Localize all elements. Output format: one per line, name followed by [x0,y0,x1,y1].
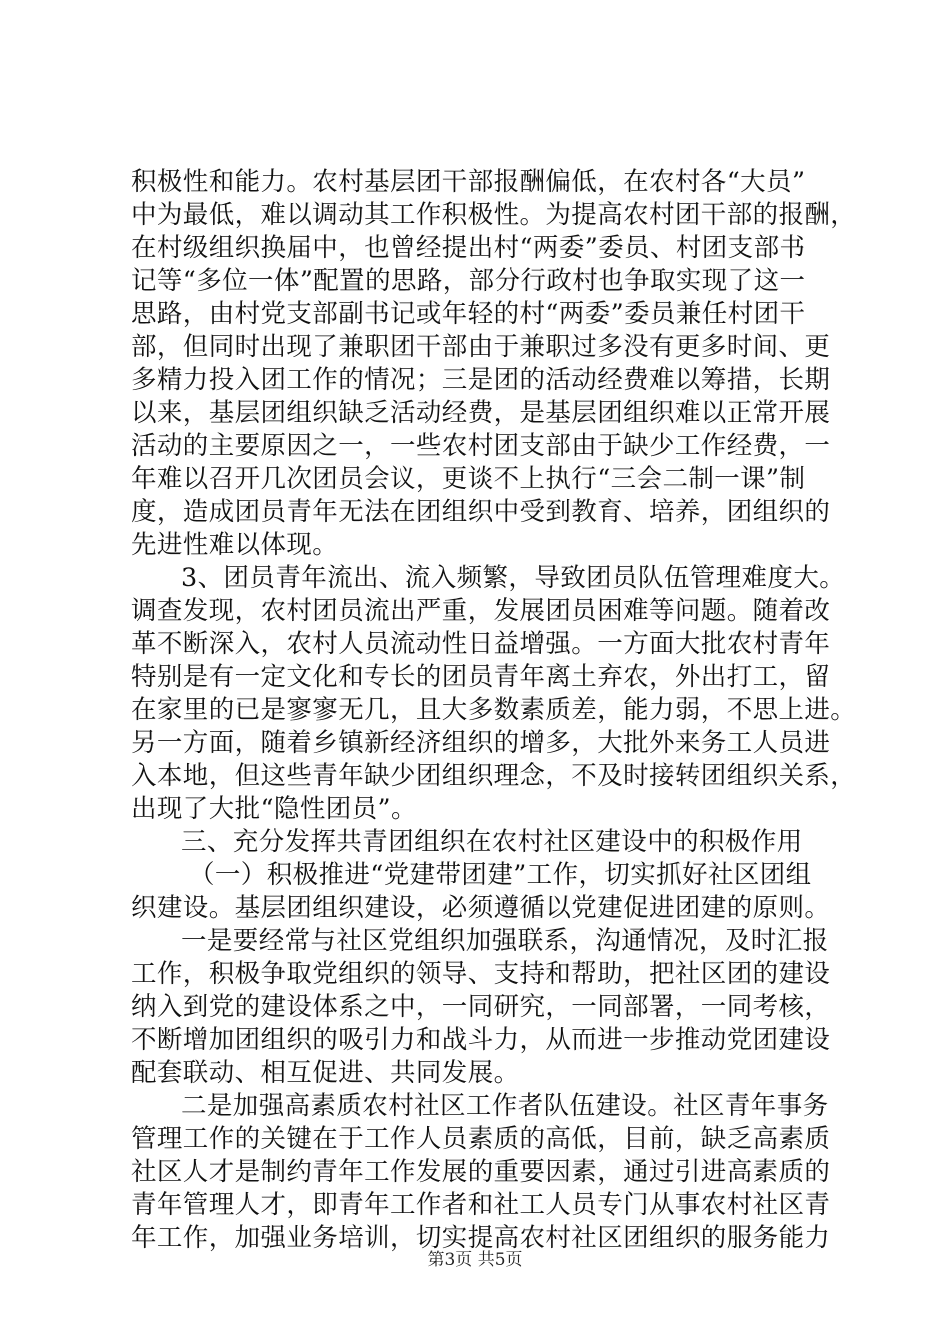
text-line: 积极性和能力。农村基层团干部报酬偏低，在农村各“大员” [131,167,806,197]
text-line: 在家里的已是寥寥无几，且大多数素质差，能力弱，不思上进。 [131,695,857,725]
text-line: 一是要经常与社区党组织加强联系，沟通情况，及时汇报 [181,926,829,956]
text-line: 活动的主要原因之一，一些农村团支部由于缺少工作经费，一 [131,431,831,461]
text-line: （一）积极推进“党建带团建”工作，切实抓好社区团组 [189,860,812,890]
text-line: 先进性难以体现。 [131,530,339,560]
text-line: 调查发现，农村团员流出严重，发展团员困难等问题。随着改 [131,596,831,626]
text-line: 部，但同时出现了兼职团干部由于兼职过多没有更多时间、更 [131,332,831,362]
page-number-footer: 第3页 共5页 [427,1250,523,1270]
text-line: 社区人才是制约青年工作发展的重要因素，通过引进高素质的 [131,1157,831,1187]
text-line: 不断增加团组织的吸引力和战斗力，从而进一步推动党团建设 [131,1025,831,1055]
text-line: 3、团员青年流出、流入频繁，导致团员队伍管理难度大。 [181,563,846,593]
section-heading: 三、充分发挥共青团组织在农村社区建设中的积极作用 [181,827,803,857]
text-line: 二是加强高素质农村社区工作者队伍建设。社区青年事务 [181,1091,829,1121]
text-line: 出现了大批“隐性团员”。 [131,794,417,824]
text-line: 配套联动、相互促进、共同发展。 [131,1058,520,1088]
text-line: 记等“多位一体”配置的思路，部分行政村也争取实现了这一 [131,266,806,296]
paragraph-party-building [131,859,831,925]
section-heading-three [131,826,831,859]
text-line: 年工作，加强业务培训，切实提高农村社区团组织的服务能力 [131,1223,831,1253]
text-line: 多精力投入团工作的情况；三是团的活动经费难以筹措，长期 [131,365,831,395]
paragraph-point-two [131,1090,831,1255]
paragraph-funding-issues [131,166,857,562]
paragraph-member-mobility [131,562,857,826]
text-line: 入本地，但这些青年缺少团组织理念，不及时接转团组织关系， [131,761,857,791]
document-body [131,166,857,1255]
text-line: 在村级组织换届中，也曾经提出村“两委”委员、村团支部书 [131,233,806,263]
paragraph-point-one [131,925,831,1090]
text-line: 另一方面，随着乡镇新经济组织的增多，大批外来务工人员进 [131,728,831,758]
text-line: 革不断深入，农村人员流动性日益增强。一方面大批农村青年 [131,629,831,659]
text-line: 特别是有一定文化和专长的团员青年离土弃农，外出打工，留 [131,662,831,692]
text-line: 织建设。基层团组织建设，必须遵循以党建促进团建的原则。 [131,893,831,923]
text-line: 度，造成团员青年无法在团组织中受到教育、培养，团组织的 [131,497,831,527]
text-line: 工作，积极争取党组织的领导、支持和帮助，把社区团的建设 [131,959,831,989]
text-line: 中为最低，难以调动其工作积极性。为提高农村团干部的报酬， [131,200,857,230]
text-line: 年难以召开几次团员会议，更谈不上执行“三会二制一课”制 [131,464,806,494]
text-line: 纳入到党的建设体系之中，一同研究，一同部署，一同考核， [131,992,831,1022]
text-line: 青年管理人才，即青年工作者和社工人员专门从事农村社区青 [131,1190,831,1220]
text-line: 管理工作的关键在于工作人员素质的高低，目前，缺乏高素质 [131,1124,831,1154]
text-line: 以来，基层团组织缺乏活动经费，是基层团组织难以正常开展 [131,398,831,428]
text-line: 思路，由村党支部副书记或年轻的村“两委”委员兼任村团干 [131,299,806,329]
